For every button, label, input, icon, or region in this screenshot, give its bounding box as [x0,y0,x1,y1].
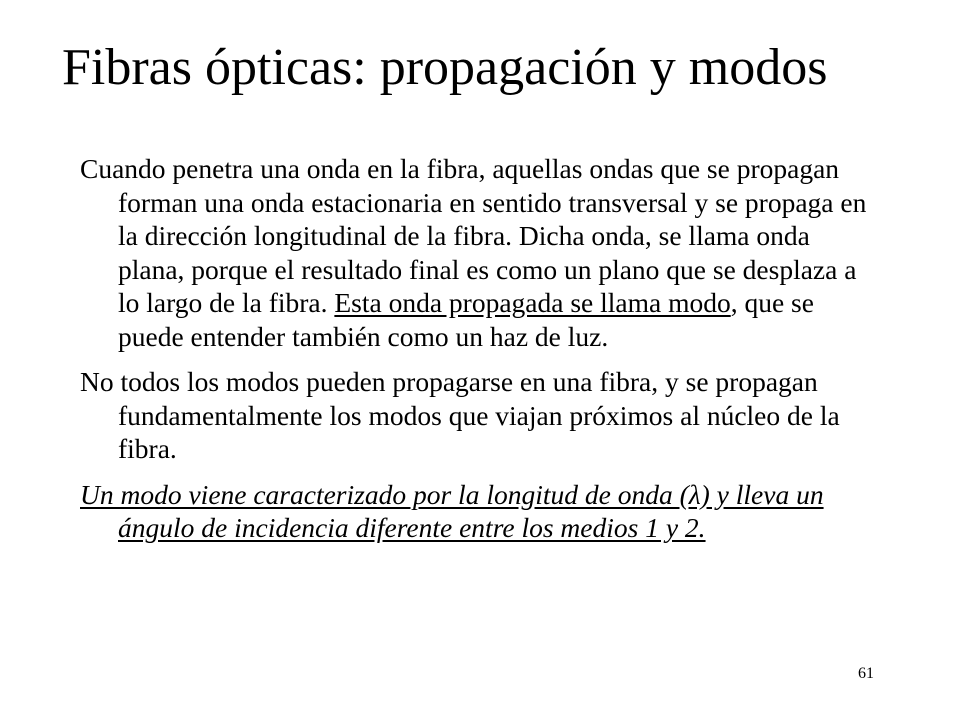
page-number: 61 [858,665,874,682]
paragraph-modes: No todos los modos pueden propagarse en una fibra, y se propagan fundamentalmente los modos que viajan próximos al núcleo de la fibra. [80,366,840,464]
slide-title: Fibras ópticas: propagación y modos [62,39,828,96]
mode-definition-underlined: Esta onda propagada se llama modo [334,287,731,318]
paragraph-propagation [80,152,880,353]
paragraph-mode-characterization: Un modo viene caracterizado por la longitud de onda (λ) y lleva un ángulo de incidencia diferente entre los medios 1 y 2. [80,478,824,543]
slide-body [80,152,880,557]
paragraph-propagation-text-start: Cuando penetra una onda en la fibra, aquellas ondas que se propagan forman una onda estacionaria en sentido transversal y se propaga en la dirección longitudinal de la fibra. Dicha onda, se llama onda plana, porque el resultado final es como un plano que se desplaza a lo largo de la fibra. [80,153,867,318]
paragraph-propagation-text-end: , que se puede entender también como un haz de luz. [118,287,814,352]
